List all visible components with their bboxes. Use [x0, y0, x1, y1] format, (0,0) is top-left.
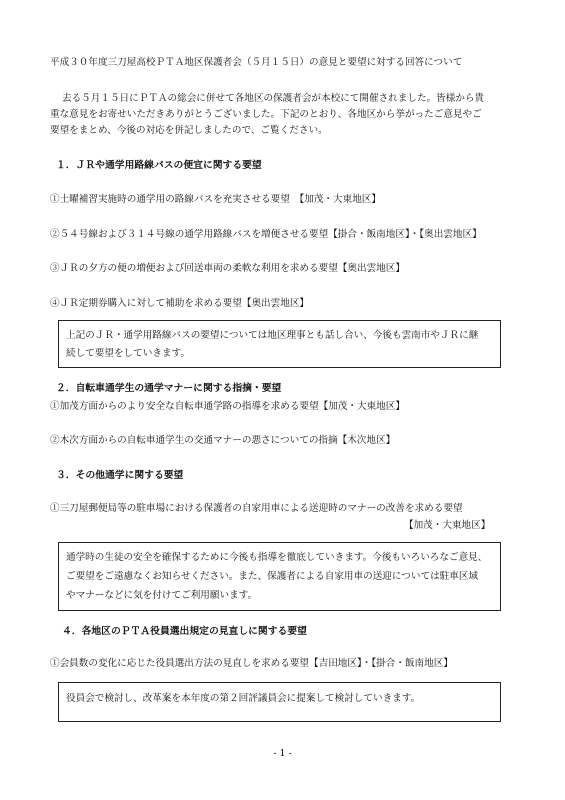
answer-line: やマナーなどに気を付けてご利用願います。 — [66, 590, 258, 601]
answer-line: 通学時の生徒の安全を確保するために今後も指導を徹底していきます。今後もいろいろなご意見、 — [66, 552, 488, 563]
request-area: 【加茂・大東地区】 — [404, 520, 491, 531]
request-item: ①土曜補習実施時の通学用の路線バスを充実させる要望 【加茂・大東地区】 — [50, 194, 381, 205]
intro-line: 去る５月１５日にＰＴＡの総会に併せて各地区の保護者会が本校にて開催されました。皆様から貴 — [62, 93, 485, 104]
intro-line: 重な意見をお寄せいただきありがとうございました。下記のとおり、各地区から挙がったご意見やご — [50, 109, 482, 120]
answer-box — [58, 320, 501, 368]
answer-line: 上記のＪＲ・通学用路線バスの要望については地区理事とも話し合い、今後も雲南市やＪＲに継 — [66, 330, 479, 341]
request-item: ①三刀屋郵便局等の駐車場における保護者の自家用車による送迎時のマナーの改善を求める要望 — [50, 503, 463, 514]
request-item: ①加茂方面からのより安全な自転車通学路の指導を求める要望【加茂・大東地区】 — [50, 401, 405, 412]
intro-line: 要望をまとめ、今後の対応を併記しましたので、ご覧ください。 — [50, 125, 328, 136]
answer-box — [58, 682, 501, 722]
request-item: ④ＪＲ定期券購入に対して補助を求める要望【奥出雲地区】 — [50, 298, 310, 309]
section-heading: ２．自転車通学生の通学マナーに関する指摘・要望 — [56, 383, 282, 394]
request-item: ①会員数の変化に応じた役員選出方法の見直しを求める要望【吉田地区】・【掛合・飯南地区】 — [50, 658, 453, 669]
request-item: ③ＪＲの夕方の便の増便および回送車両の柔軟な利用を求める要望【奥出雲地区】 — [50, 263, 405, 274]
answer-box — [58, 542, 501, 611]
section-heading: ４．各地区のＰＴＡ役員選出規定の見直しに関する要望 — [62, 626, 307, 637]
page-number: - 1 - — [273, 748, 292, 759]
section-heading: １．ＪＲや通学用路線バスの便宜に関する要望 — [56, 160, 262, 171]
answer-line: 続して要望をしていきます。 — [66, 348, 190, 359]
document-title: 平成３０年度三刀屋高校ＰＴＡ地区保護者会（５月１５日）の意見と要望に対する回答について — [50, 57, 463, 68]
section-heading: ３．その他通学に関する要望 — [56, 470, 184, 481]
request-item: ②木次方面からの自転車通学生の交通マナーの悪さについての指摘【木次地区】 — [50, 435, 396, 446]
answer-line: 役員会で検討し、改革案を本年度の第２回評議員会に提案して検討していきます。 — [66, 693, 421, 704]
answer-line: ご要望をご遠慮なくお知らせください。また、保護者による自家用車の送迎については駐車区域 — [66, 571, 479, 582]
request-item: ②５４号線および３１４号線の通学用路線バスを増便させる要望【掛合・飯南地区】・【奥出雲地区】 — [50, 229, 482, 240]
